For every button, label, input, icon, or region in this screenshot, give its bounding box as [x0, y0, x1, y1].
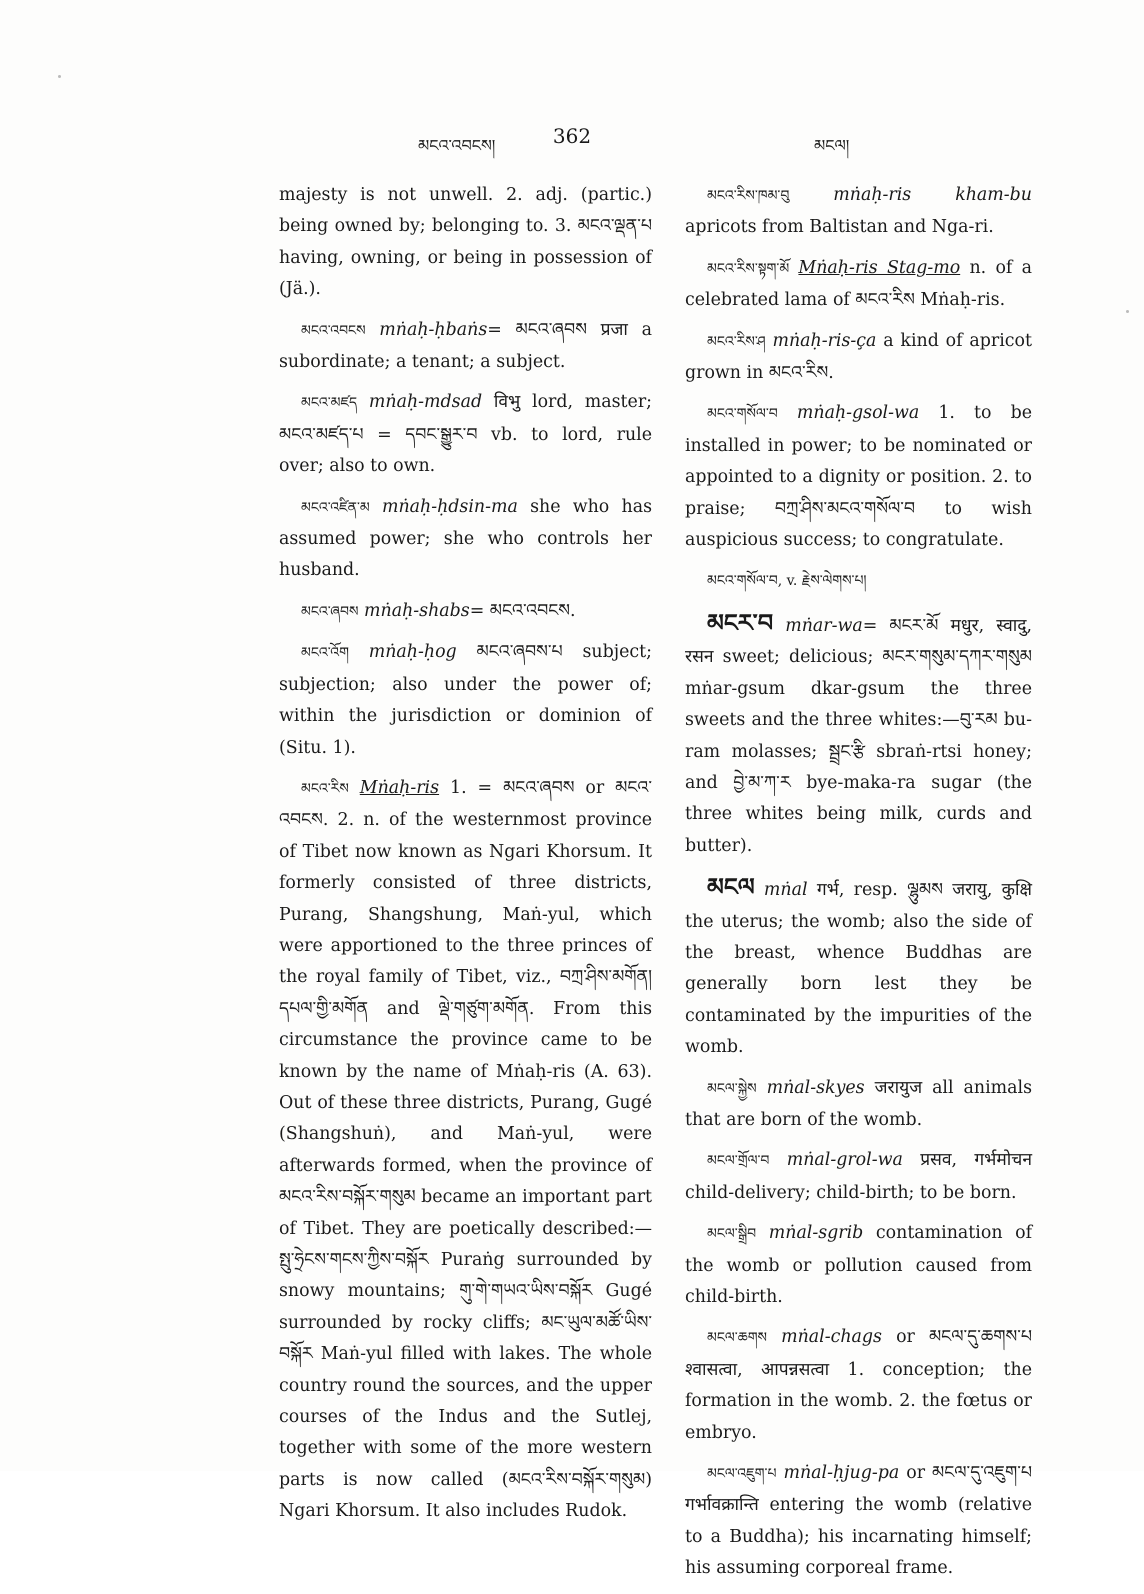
scan-speck	[1126, 310, 1129, 313]
cross-reference: མངའ་གསོལ་བ, v. རྗེས་ལེགས་པ།	[707, 573, 867, 590]
transliteration: mṅal	[763, 880, 808, 901]
entry-mnal-grol-wa	[685, 1145, 1032, 1209]
definition: n. of a celebrated lama of མངའ་རིས Mṅaḥ-ris.	[685, 257, 1032, 311]
header-left-headword: མངའ་འབངས།	[418, 136, 496, 155]
tibetan-headword: མངར་བ	[707, 607, 774, 637]
transliteration: mṅaḥ-ḥdsin-ma	[381, 496, 518, 517]
definition: = མངར་མོ मधुर, स्वादु, रसन sweet; delicious; མངར་གསུམ་དཀར་གསུམ mṅar-gsum dkar-gsum the three sweets and the three whites:—བུ་རམ bu-ram molasses; སྦྲང་རྩི sbraṅ-rtsi honey; and བྱེ་མ་ཀ་ར bye-maka-ra sugar (the three whites being milk, curds and butter).	[685, 615, 1033, 856]
entry-gsol-wa	[685, 398, 1032, 556]
transliteration: mṅal-chags	[781, 1327, 882, 1348]
left-column	[279, 180, 652, 1537]
tibetan-headword: མངལ	[707, 872, 755, 902]
tibetan-headword: མངལ་སྒྲིབ	[707, 1226, 757, 1243]
definition: she who has assumed power; she who controls her husband.	[279, 496, 652, 581]
entry-mnar-wa	[685, 607, 1032, 862]
definition: contamination of the womb or pollution caused from child-birth.	[685, 1223, 1033, 1307]
transliteration: Mṅaḥ-ris	[359, 777, 440, 798]
definition: = མངའ་འབངས.	[469, 600, 576, 621]
transliteration: Mṅaḥ-ris Stag-mo	[798, 257, 961, 278]
tibetan-headword: མངལ་སྐྱེས	[707, 1080, 757, 1097]
entry-cross-reference	[685, 565, 1032, 597]
transliteration: mṅal-grol-wa	[786, 1150, 903, 1171]
transliteration: mṅal-sgrib	[768, 1223, 864, 1244]
definition: a kind of apricot grown in མངའ་རིས.	[685, 330, 1032, 384]
tibetan-headword: མངལ་འཇུག་པ	[707, 1466, 777, 1483]
tibetan-headword: མངལ་གྲོལ་བ	[707, 1153, 770, 1170]
definition: विभु lord, master; མངའ་མཛད་པ = དབང་སྒྱུར་བ vb. to lord, rule over; also to own.	[279, 392, 653, 477]
header-right-headword: མངལ།	[814, 136, 850, 155]
definition: गर्भ, resp. ལྷུམས जरायु, कुक्षि the uterus; the womb; also the side of the breast, whence Buddhas are generally born lest they be contaminated by the impurities of the womb.	[685, 880, 1032, 1058]
definition: प्रसव, गर्भमोचन child-delivery; child-birth; to be born.	[685, 1150, 1032, 1203]
entry-mnal-sgrib	[685, 1218, 1032, 1313]
transliteration: mṅaḥ-mdsad	[368, 392, 483, 413]
definition: 1. = མངའ་ཞབས or མངའ་འབངས. 2. n. of the westernmost province of Tibet now known as Ngari Khorsum. It formerly consisted of three districts, Purang, Shangshung, Maṅ-yul, which were apportioned to the three princes of the royal family of Tibet, viz., བཀྲ་ཤིས་མགོན། དཔལ་གྱི་མགོན and ལྡེ་གཙུག་མགོན. From this circumstance the province came to be known by the name of Mṅaḥ-ris (A. 63). Out of these three districts, Purang, Gugé (Shangshuṅ), and Maṅ-yul, were afterwards formed, when the province of མངའ་རིས་བསྐོར་གསུམ became an important part of Tibet. They are poetically described:— སྤུ་ཧྲེངས་གངས་ཀྱིས་བསྐོར Puraṅg surrounded by snowy mountains; གུ་གེ་གཡའ་ཡིས་བསྐོར Gugé surrounded by rocky cliffs; མང་ཡུལ་མཚོ་ཡིས་བསྐོར Maṅ-yul filled with lakes. The whole country round the sources, and the upper courses of the Indus and the Sutlej, together with some of the more western parts is now called (མངའ་རིས་བསྐོར་གསུམ) Ngari Khorsum. It also includes Rudok.	[279, 777, 652, 1522]
tibetan-headword: མངའ་རིས་ཁམ་བུ	[707, 188, 790, 204]
running-header	[0, 124, 1144, 160]
entry-mnal-hjug-pa	[685, 1458, 1032, 1585]
definition: जरायुज all animals that are born of the womb.	[685, 1077, 1032, 1130]
definition: apricots from Baltistan and Nga-ri.	[685, 217, 994, 238]
entry-mnal-chags	[685, 1322, 1032, 1449]
transliteration: mṅaḥ-shabs	[364, 600, 470, 621]
definition: 1. to be installed in power; to be nominated or appointed to a dignity or position. 2. to praise; བཀྲ་ཤིས་མངའ་གསོལ་བ to wish auspicious success; to congratulate.	[685, 403, 1033, 551]
entry-mnah-hog	[279, 637, 652, 764]
entry-mnah-ris	[279, 773, 652, 1528]
entry-mnal-skyes	[685, 1073, 1032, 1137]
definition: མངའ་ཞབས་པ subject; subjection; also under the power of; within the jurisdiction or dominion of (Situ. 1).	[279, 642, 653, 758]
definition: or མངལ་དུ་འཇུག་པ गर्भावक्रान्ति entering the womb (relative to a Buddha); his incarnating himself; his assuming corporeal frame.	[685, 1463, 1033, 1579]
tibetan-headword: མངའ་ཞབས	[301, 603, 359, 620]
entry-mnal	[685, 871, 1032, 1063]
tibetan-headword: མངའ་འཛིན་མ	[301, 499, 370, 516]
tibetan-headword: མངའ་འོག	[301, 645, 349, 662]
transliteration: mṅaḥ-ris-ça	[772, 330, 877, 351]
transliteration: mṅaḥ-ḥog	[368, 642, 457, 663]
entry-mnah-hdsin-ma	[279, 492, 652, 587]
tibetan-headword: མངའ་གསོལ་བ	[707, 406, 778, 423]
transliteration: mṅar-wa	[785, 615, 863, 636]
tibetan-headword: མངལ་ཆགས	[707, 1330, 768, 1347]
tibetan-headword: མངའ་མཛད	[301, 395, 358, 412]
tibetan-headword: མངའ་རིས་སྟག་མོ	[707, 260, 790, 277]
entry-mnah-mdsad	[279, 387, 652, 482]
page-number: 362	[552, 124, 592, 148]
transliteration: mṅaḥ-ḥbaṅs	[379, 319, 488, 340]
entry-mnah-hbans	[279, 315, 652, 379]
entry-ris-ca	[685, 326, 1032, 390]
entry-kham-bu	[685, 180, 1032, 244]
scan-speck	[58, 75, 61, 78]
right-column	[685, 180, 1032, 1594]
tibetan-headword: མངའ་རིས	[301, 780, 349, 797]
transliteration: mṅal-skyes	[766, 1077, 865, 1098]
transliteration: mṅal-ḥjug-pa	[783, 1463, 900, 1484]
transliteration: mṅaḥ-gsol-wa	[796, 403, 920, 424]
definition: = མངའ་ཞབས प्रजा a subordinate; a tenant; a subject.	[279, 319, 653, 373]
tibetan-headword: མངའ་རིས་ཤ	[707, 333, 766, 350]
definition: or མངལ་དུ་ཆགས་པ श्वासत्वा, आपन्नसत्वा 1. conception; the formation in the womb. 2. the fœtus or embryo.	[685, 1327, 1033, 1443]
entry-mnah-shabs	[279, 596, 652, 628]
transliteration: mṅaḥ-ris kham-bu	[833, 185, 1032, 205]
entry-continuation: majesty is not unwell. 2. adj. (partic.) being owned by; belonging to. 3. མངའ་ལྡན་པ having, owning, or being in possession of (Jä.).	[279, 185, 652, 300]
tibetan-headword: མངའ་འབངས	[301, 322, 366, 339]
entry-stag-mo	[685, 253, 1032, 317]
